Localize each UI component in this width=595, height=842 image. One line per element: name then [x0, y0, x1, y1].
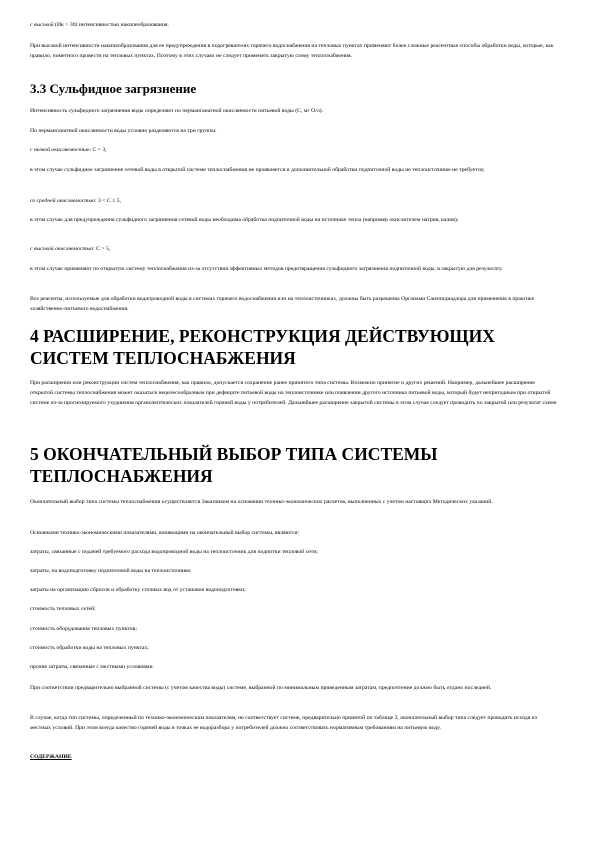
section-4-heading: 4 РАСШИРЕНИЕ, РЕКОНСТРУКЦИЯ ДЕЙСТВУЮЩИХ СИСТЕМ ТЕПЛОСНАБЖЕНИЯ	[30, 326, 495, 368]
s5-paragraph-4: В случае, когда тип системы, определенный по технико-экономическим показателям, не соответствует системе, предварительно принятой по таблице 3, окончательный выбор типа следует проводить исходя из местных условий. При этом всегда качество горячей воды в точках ее водоразбора у потребителей должно соответствовать нормативным требованиям на питьевую воду.	[30, 715, 537, 731]
s33-paragraph-2: По перманганатной окисляемости воды условно разделяются на три группы:	[30, 128, 217, 134]
cost-item: затраты на организацию сбросов и обработку сточных вод от установок водоподготовки;	[30, 587, 246, 593]
cost-item: стоимость тепловых сетей;	[30, 606, 96, 612]
contents-link[interactable]: СОДЕРЖАНИЕ	[30, 754, 72, 760]
group-high-value: : С > 5,	[93, 246, 111, 252]
group-high	[30, 244, 558, 254]
intro-paragraph: При высокой интенсивности накипеобразования для ее предупреждения в подогревателях горячего водоснабжения на тепловых пунктах применяют более сложные реагентные способы обработки воды, которые, как правило, пометного провести на тепловых пунктах. Поэтому в этих случаях не следует применять закрытую схему теплоснабжения.	[30, 43, 554, 59]
cost-item: прочие затраты, связанные с местными условиями.	[30, 664, 154, 670]
s5-paragraph-2: Основными технико-экономическими показателями, влияющими на окончательный выбор системы, являются:	[30, 530, 300, 536]
intro-line	[30, 20, 558, 30]
s33-paragraph-1: Интенсивность сульфидного загрязнения воды определяют по перманганатной окисляемости питьевой воды (С, мг О/л).	[30, 108, 323, 114]
group-medium	[30, 196, 558, 206]
section-5-heading: 5 ОКОНЧАТЕЛЬНЫЙ ВЫБОР ТИПА СИСТЕМЫ ТЕПЛОСНАБЖЕНИЯ	[30, 444, 438, 486]
cost-item: затраты, на водоподготовку подпиточной воды на теплоисточнике;	[30, 568, 192, 574]
group-low-label: с низкой окисляемостью	[30, 147, 90, 153]
intro-emphasis: с высокой	[30, 22, 54, 28]
s5-paragraph-1: Окончательный выбор типа системы теплоснабжения осуществляется Заказчиком на основании технико-экономических расчетов, выполненных с учетом настоящих Методических указаний.	[30, 499, 493, 505]
intro-line-text: (Ик > 30) интенсивностью накипеобразования.	[53, 22, 169, 28]
group-medium-description: в этом случае для предупреждения сульфидного загрязнения сетевой воды необходима обработка подпиточной воды на источнике тепла (например окислителем натрия, калия);	[30, 217, 459, 223]
cost-item: стоимость обработки воды на тепловых пунктах;	[30, 645, 149, 651]
s4-paragraph: При расширении или реконструкции систем теплоснабжения, как правило, допускается сохранение ранее принятого типа системы. Возможно принятие и других решений. Например, дальнейшее расширение открытой системы теплоснабжения может оказаться нецелесообразным при дефиците питьевой воды на теплоисточнике или появлении другого источника питьевой воды, который будет непригодным при открытой системе из-за прогнозируемого ухудшения органолептических показателей горячей воды у потребителей. Дальнейшее расширение закрытой системы в этом случае следует проводить по закрытой или результат схеме.	[30, 380, 558, 406]
group-low-value: : С < 3,	[89, 147, 107, 153]
cost-item: стоимость оборудования тепловых пунктов;	[30, 626, 137, 632]
group-high-description: в этом случае применяют по открытую систему теплоснабжения из-за отсутствия эффективных методов предотвращения сульфидного загрязнения подпиточной воды, в закрытую для результату.	[30, 266, 503, 272]
group-medium-label: со средней окисляемостью	[30, 198, 95, 204]
group-low	[30, 145, 558, 155]
group-high-label: с высокой окисляемостью	[30, 246, 94, 252]
group-medium-value: : 3 < С ≤ 5,	[94, 198, 121, 204]
group-low-description: в этом случае сульфидное загрязнение сетевой воды в открытой системе теплоснабжения не проявляется и дополнительной обработки подпиточной воды не теплоисточнике не требуется;	[30, 167, 485, 173]
s5-paragraph-3: При соответствии предварительно выбранной системы (с учетом качества воды) системе, выбранной по минимальным приведенным затратам, предпочтение должно быть отдано последней.	[30, 685, 492, 691]
cost-item: затраты, связанные с подачей требуемого расхода водопроводной воды на теплоисточник для подпитки тепловой сети;	[30, 549, 318, 555]
section-3-3-heading: 3.3 Сульфидное загрязнение	[30, 81, 197, 96]
s33-paragraph-3: Все реагенты, используемые для обработки водопроводной воды в системах горячего водоснабжения или на теплоисточниках, должны быть разрешены Органами Санэпиднадзора для применения в практике хозяйственно-питьевого водоснабжения.	[30, 296, 535, 312]
